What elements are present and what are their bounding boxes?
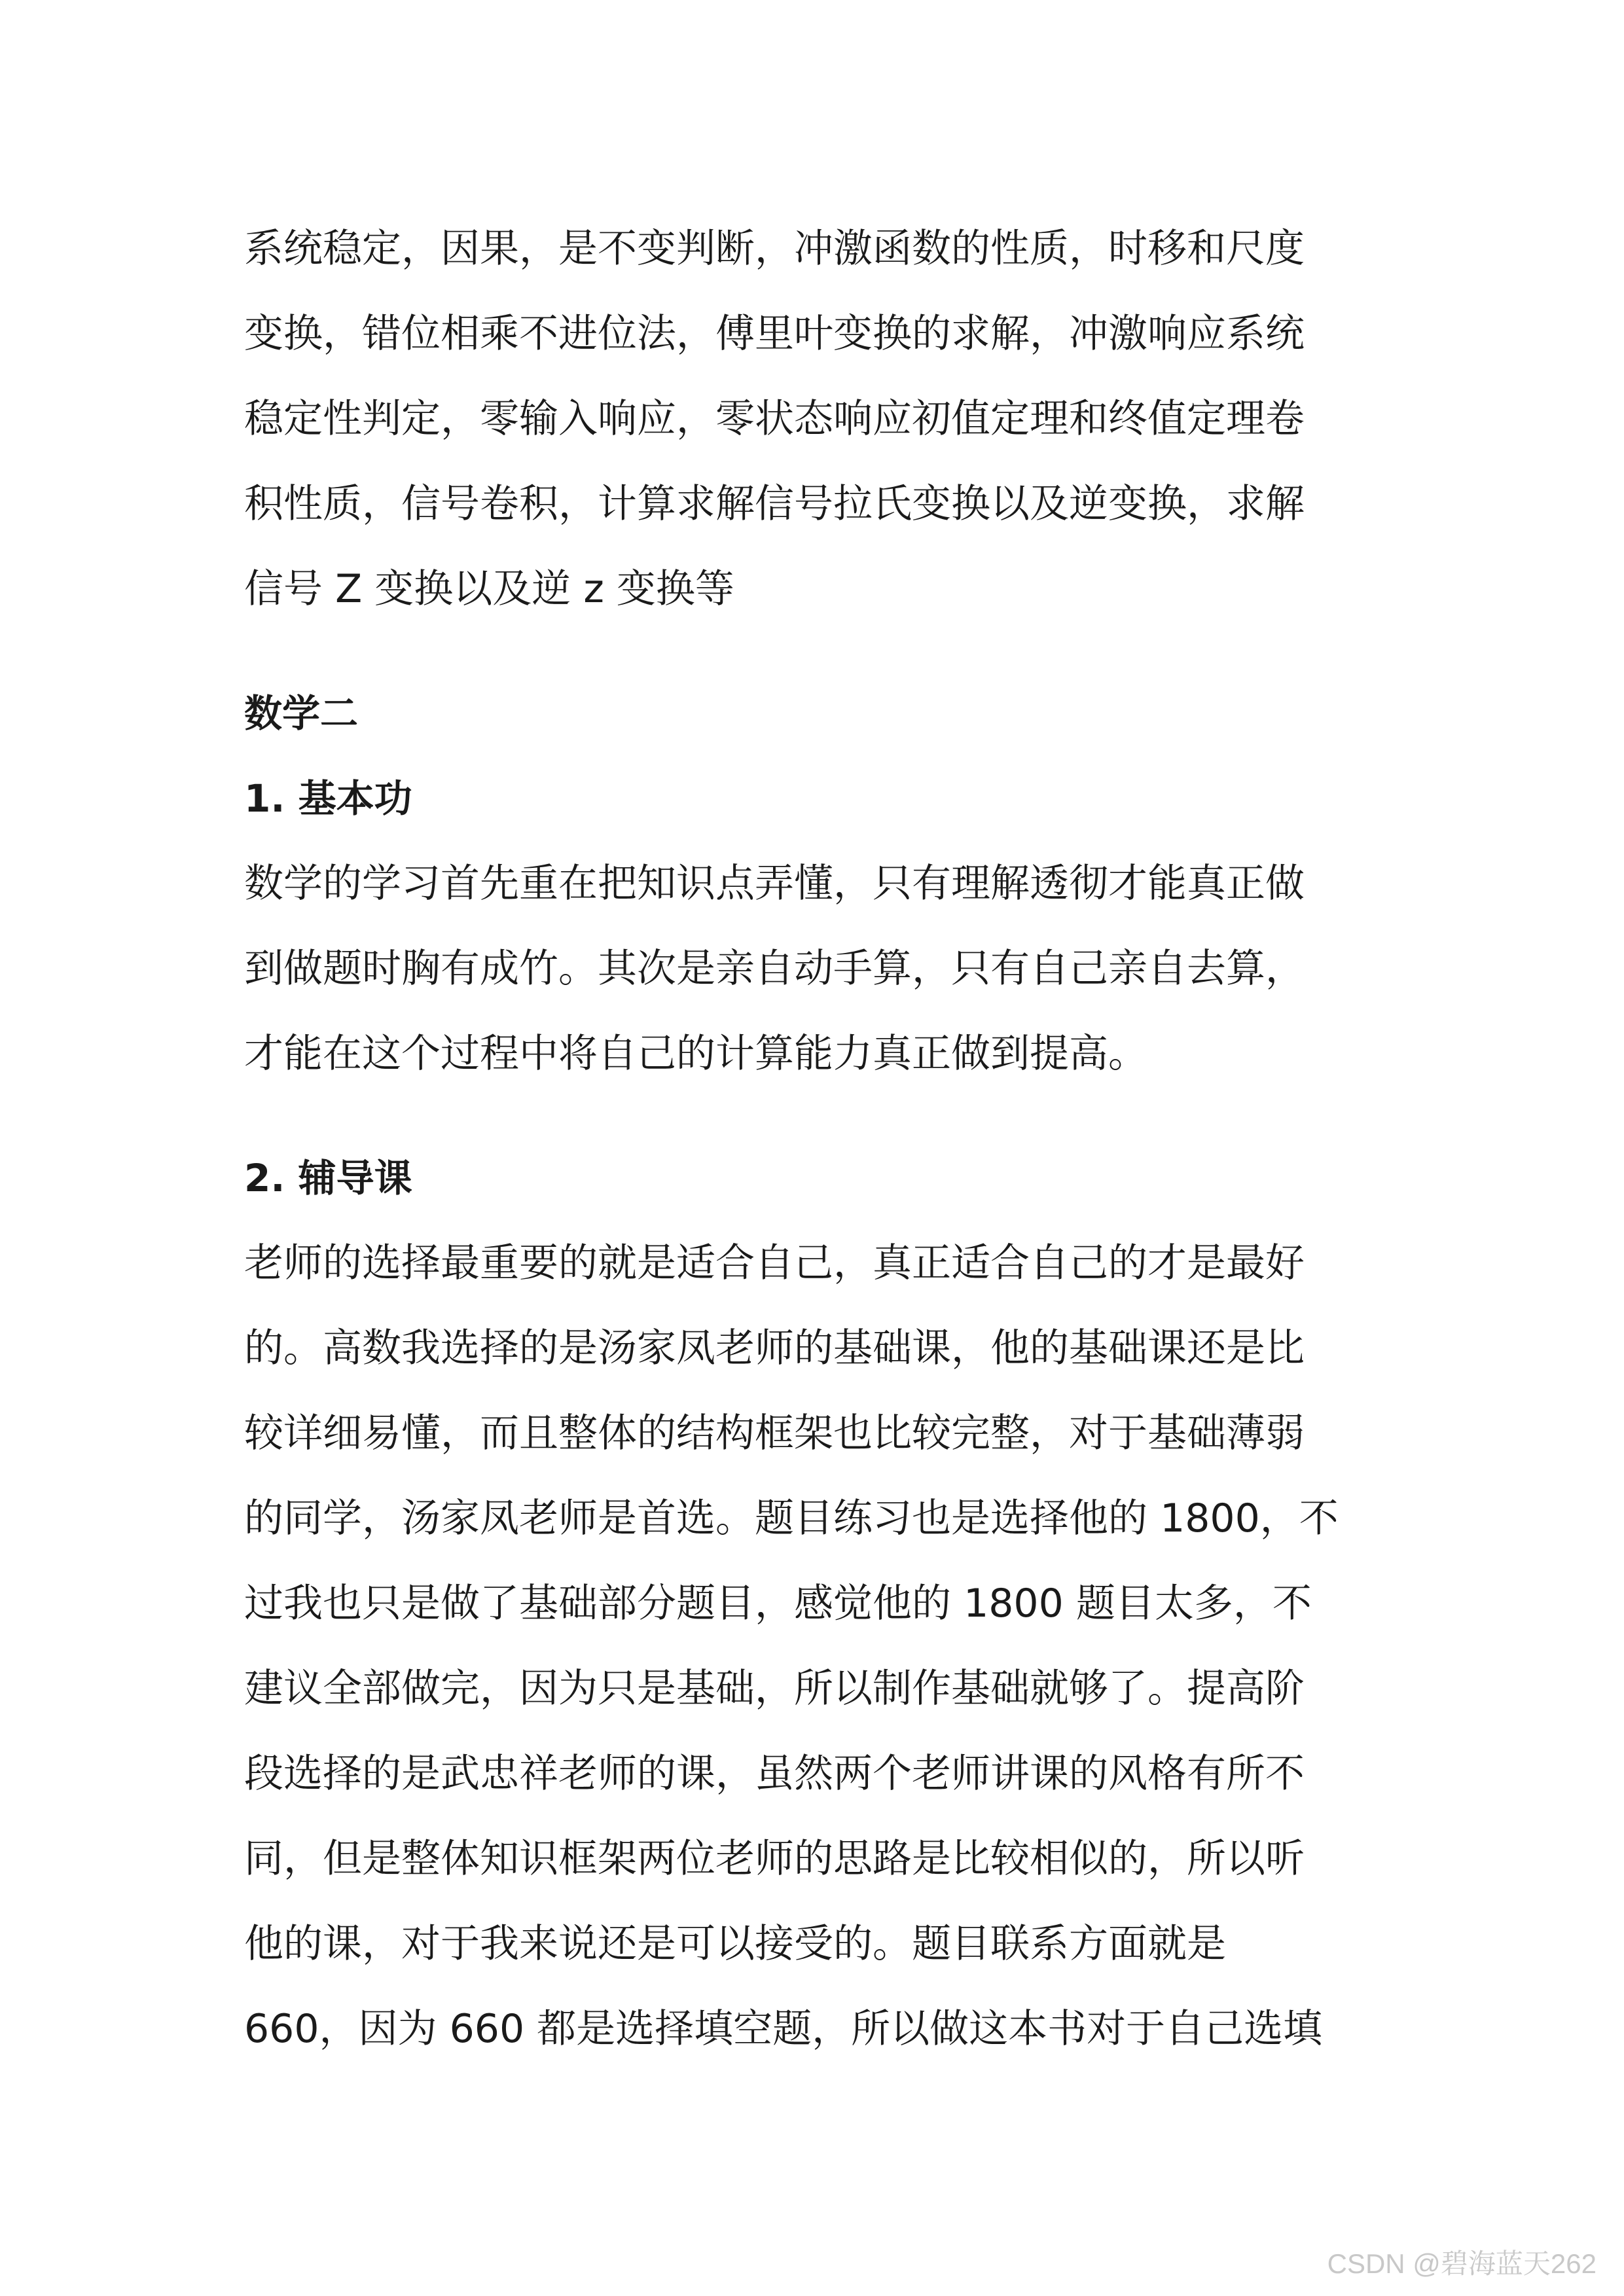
text-line: 较详细易懂，而且整体的结构框架也比较完整，对于基础薄弱 [244,1410,1305,1456]
text-line: 段选择的是武忠祥老师的课，虽然两个老师讲课的风格有所不 [244,1751,1305,1797]
text-line: 660，因为 660 都是选择填空题，所以做这本书对于自己选填 [244,2006,1323,2052]
text-line: 到做题时胸有成竹。其次是亲自动手算，只有自己亲自去算， [244,946,1305,992]
spacer [244,1096,1370,1136]
text-line: 积性质，信号卷积，计算求解信号拉氏变换以及逆变换，求解 [244,481,1305,527]
text-line: 的同学，汤家凤老师是首选。题目练习也是选择他的 1800，不 [244,1496,1339,1541]
sub-heading-basics: 1. 基本功 [244,776,412,821]
sub-heading-tutoring: 2. 辅导课 [244,1156,412,1200]
text-line: 他的课，对于我来说还是可以接受的。题目联系方面就是 [244,1921,1226,1967]
csdn-watermark: CSDN @碧海蓝天262 [1327,2248,1597,2279]
text-line: 数学的学习首先重在把知识点弄懂，只有理解透彻才能真正做 [244,861,1305,906]
text-line: 信号 Z 变换以及逆 z 变换等 [244,566,734,612]
text-line: 老师的选择最重要的就是适合自己，真正适合自己的才是最好 [244,1240,1305,1286]
paragraph-signals [244,206,1370,632]
section-title: 数学二 [244,691,359,736]
document-page [244,206,1370,2072]
text-line: 系统稳定，因果，是不变判断，冲激函数的性质，时移和尺度 [244,226,1305,272]
text-line: 过我也只是做了基础部分题目，感觉他的 1800 题目太多，不 [244,1581,1312,1626]
text-line: 同，但是整体知识框架两位老师的思路是比较相似的，所以听 [244,1836,1305,1882]
text-line: 变换，错位相乘不进位法，傅里叶变换的求解，冲激响应系统 [244,311,1305,357]
text-line: 建议全部做完，因为只是基础，所以制作基础就够了。提高阶 [244,1666,1305,1712]
text-line: 的。高数我选择的是汤家凤老师的基础课，他的基础课还是比 [244,1325,1305,1371]
text-line: 稳定性判定，零输入响应，零状态响应初值定理和终值定理卷 [244,396,1305,442]
paragraph-basics [244,841,1370,1096]
paragraph-tutoring [244,1221,1370,2072]
spacer [244,632,1370,671]
text-line: 才能在这个过程中将自己的计算能力真正做到提高。 [244,1031,1147,1077]
